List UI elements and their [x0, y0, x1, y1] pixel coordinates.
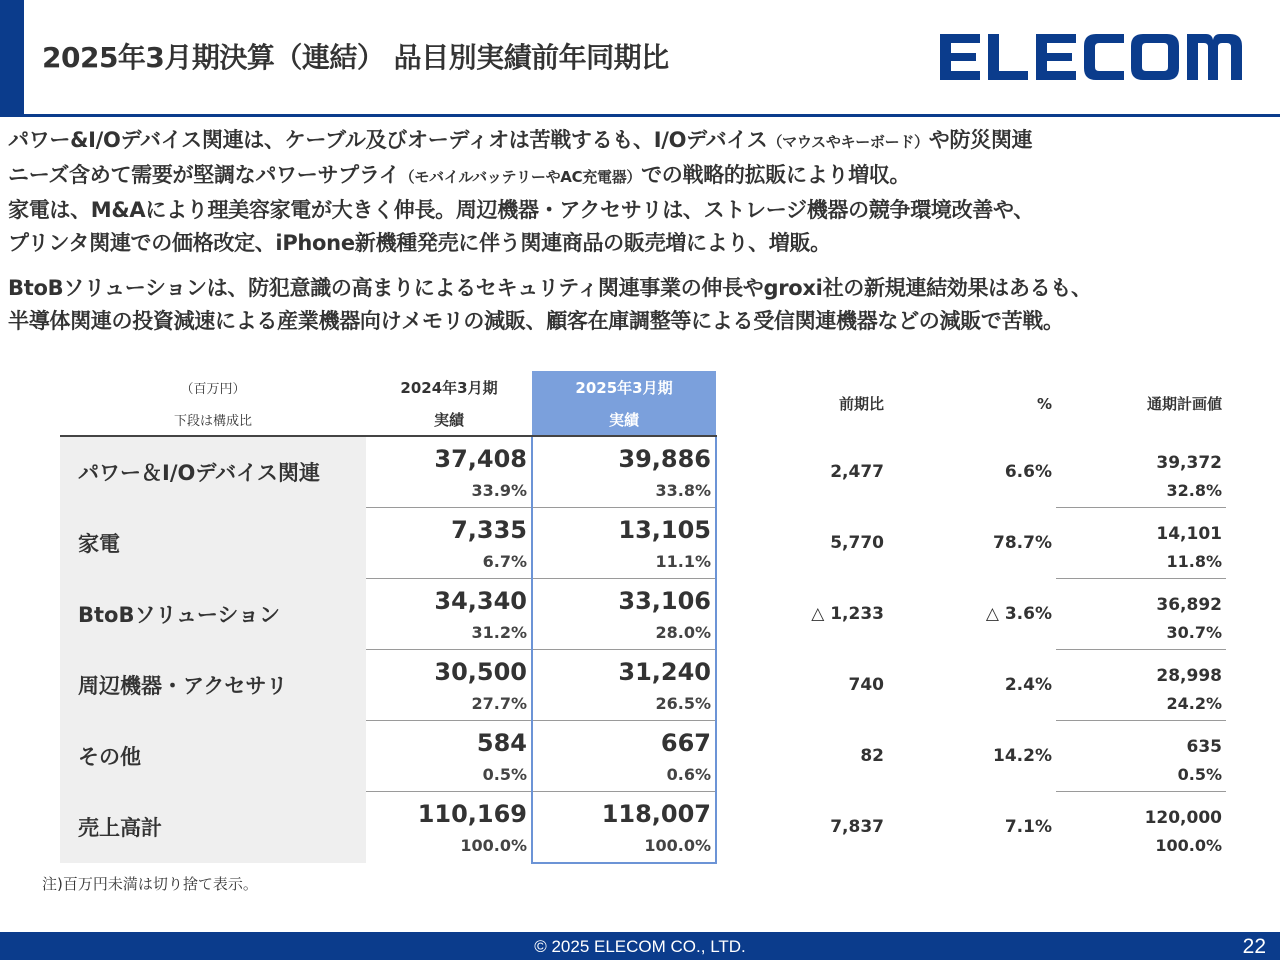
table-row — [60, 721, 1226, 758]
summary-text — [8, 124, 1276, 338]
row-label: 家電 — [60, 508, 366, 579]
pct-value: 14.2% — [993, 746, 1052, 766]
summary-line: パワー&I/Oデバイス関連は、ケーブル及びオーディオは苦戦するも、I/Oデバイス（マウスやキーボード）や防災関連 — [8, 128, 1033, 152]
plan-share: 30.7% — [1056, 615, 1226, 650]
plan-value: 39,372 — [1156, 453, 1222, 473]
plan-value: 120,000 — [1144, 808, 1222, 828]
table-row — [60, 436, 1226, 473]
value-2025: 31,240 — [532, 650, 716, 687]
row-label: その他 — [60, 721, 366, 792]
value-2025: 667 — [532, 721, 716, 758]
col-yoy-header: 前期比 — [838, 395, 884, 413]
row-label: BtoBソリューション — [60, 579, 366, 650]
share-2025: 11.1% — [532, 544, 716, 579]
col-2025-header: 2025年3月期 — [532, 371, 716, 403]
yoy-value: 5,770 — [830, 533, 884, 553]
share-2024: 31.2% — [366, 615, 532, 650]
copyright: © 2025 ELECOM CO., LTD. — [534, 937, 746, 956]
plan-share: 24.2% — [1056, 686, 1226, 721]
row-label: 売上高計 — [60, 792, 366, 864]
unit-label: （百万円） — [180, 381, 246, 397]
plan-share: 0.5% — [1056, 757, 1226, 792]
share-2025: 28.0% — [532, 615, 716, 650]
table-row-total — [60, 792, 1226, 829]
yoy-value: △ 1,233 — [811, 604, 884, 624]
plan-share: 32.8% — [1056, 473, 1226, 508]
value-2024: 584 — [476, 729, 527, 757]
yoy-value: 2,477 — [830, 461, 884, 482]
share-2025: 26.5% — [532, 686, 716, 721]
page-title: 2025年3月期決算（連結） 品目別実績前年同期比 — [42, 41, 669, 74]
plan-value: 36,892 — [1156, 595, 1222, 615]
yoy-value: 82 — [860, 746, 884, 766]
row-label: 周辺機器・アクセサリ — [60, 650, 366, 721]
summary-line: BtoBソリューションは、防犯意識の高まりによるセキュリティ関連事業の伸長やgroxi社の新規連結効果はあるも、 — [8, 276, 1092, 300]
pct-value: 6.6% — [1004, 461, 1052, 482]
row-label: パワー＆I/Oデバイス関連 — [60, 436, 366, 508]
yoy-value: 7,837 — [830, 817, 884, 838]
table-row — [60, 650, 1226, 687]
summary-line: プリンタ関連での価格改定、iPhone新機種発売に伴う関連商品の販売増により、増販。 — [8, 231, 831, 255]
value-2024: 37,408 — [434, 445, 527, 473]
value-2024: 34,340 — [434, 587, 527, 615]
value-2024: 7,335 — [451, 516, 527, 544]
header-accent-bar — [0, 0, 24, 114]
share-2025: 33.8% — [532, 473, 716, 508]
table-row — [60, 579, 1226, 616]
share-2025: 100.0% — [532, 828, 716, 863]
table-row — [60, 508, 1226, 545]
yoy-value: 740 — [848, 675, 884, 695]
col-plan-header: 通期計画値 — [1146, 395, 1222, 413]
share-2024: 100.0% — [460, 836, 527, 855]
col-2024-subheader: 実績 — [366, 403, 532, 436]
value-2025: 118,007 — [532, 792, 716, 829]
footnote: 注)百万円未満は切り捨て表示。 — [42, 875, 258, 893]
summary-line: 半導体関連の投資減速による産業機器向けメモリの減販、顧客在庫調整等による受信関連機器などの減販で苦戦。 — [8, 309, 1064, 333]
value-2025: 39,886 — [532, 436, 716, 473]
value-2024: 110,169 — [417, 800, 527, 828]
pct-value: △ 3.6% — [985, 604, 1052, 624]
pct-value: 78.7% — [993, 533, 1052, 553]
share-2024: 0.5% — [366, 757, 532, 792]
share-2024: 6.7% — [366, 544, 532, 579]
plan-share: 11.8% — [1056, 544, 1226, 579]
plan-share: 100.0% — [1155, 836, 1222, 855]
header-divider — [0, 114, 1280, 117]
sub-label: 下段は構成比 — [60, 403, 366, 436]
results-table — [60, 371, 1226, 864]
elecom-logo — [936, 28, 1246, 86]
col-2024-header: 2024年3月期 — [400, 378, 498, 397]
footer-bar — [0, 932, 1280, 960]
plan-value: 635 — [1186, 737, 1222, 757]
page-number: 22 — [1242, 935, 1266, 958]
pct-value: 7.1% — [1004, 817, 1052, 838]
share-2025: 0.6% — [532, 757, 716, 792]
col-pct-header: % — [1036, 394, 1052, 413]
plan-value: 28,998 — [1156, 666, 1222, 686]
share-2024: 33.9% — [366, 473, 532, 508]
value-2025: 13,105 — [532, 508, 716, 545]
pct-value: 2.4% — [1004, 675, 1052, 695]
col-2025-subheader: 実績 — [532, 403, 716, 436]
value-2025: 33,106 — [532, 579, 716, 616]
value-2024: 30,500 — [434, 658, 527, 686]
share-2024: 27.7% — [366, 686, 532, 721]
plan-value: 14,101 — [1156, 524, 1222, 544]
summary-line: ニーズ含めて需要が堅調なパワーサプライ（モバイルバッテリーやAC充電器）での戦略的拡販により増収。 — [8, 163, 911, 187]
summary-line: 家電は、M&Aにより理美容家電が大きく伸長。周辺機器・アクセサリは、ストレージ機器の競争環境改善や、 — [8, 198, 1034, 222]
